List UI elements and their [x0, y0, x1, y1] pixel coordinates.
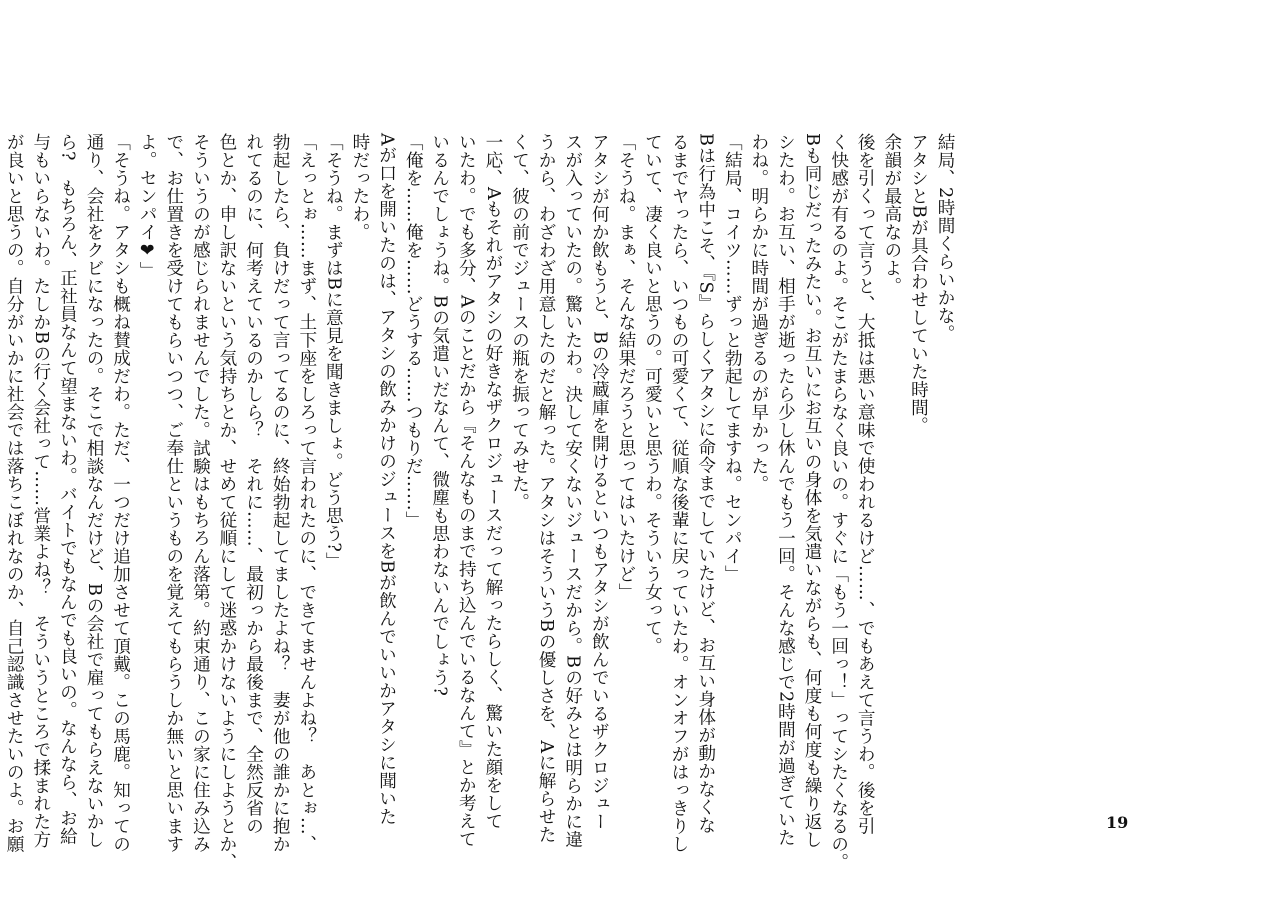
- text-line: 結局、2時間くらいかな。: [935, 133, 955, 343]
- text-line: いるんでしょうね。Bの気遣いだなんて、微塵も思わないんでしょう?: [429, 133, 450, 697]
- text-line: 「そうね。まずはBに意見を聞きましょ。どう思う?」: [323, 133, 344, 571]
- text-line: 「そうね。アタシも概ね賛成だわ。ただ、一つだけ追加させて頂戴。この馬鹿。知っての: [110, 133, 131, 853]
- text-line: 「そうね。まぁ、そんな結果だろうと思ってはいたけど」: [615, 133, 636, 601]
- text-line: そういうのが感じられませんでした。試験はもちろん落第。約束通り、この家に住み込み: [190, 133, 211, 853]
- text-line: 色とか、申し訳ないという気持ちとか、せめて従順にして迷惑かけないようにしようとか、: [216, 133, 237, 871]
- text-line: Aが口を開いたのは、アタシの飲みかけのジュースをBが飲んでいいかアタシに聞いた: [376, 133, 397, 826]
- text-line: 「えっとぉ……まず、土下座をしろって言われたのに、できてませんよね？ あとぉ…、: [296, 133, 317, 853]
- text-line: 通り、会社をクビになったの。そこで相談なんだけど、Bの会社で雇ってもらえないかし: [84, 133, 104, 849]
- vertical-text-body: [4, 133, 958, 871]
- text-line: 勃起したら、負けだって言ってるのに、終始勃起してましたよね？ 妻が他の誰かに抱か: [270, 133, 291, 853]
- text-line: 「俺を……俺を……どうする……つもりだ……」: [403, 133, 424, 529]
- text-line: れてるのに、何考えているのかしら？ それに……、最初っから最後まで、全然反省の: [243, 133, 264, 835]
- text-line: アタシが何か飲もうと、Bの冷蔵庫を開けるといつもアタシが飲んでいるザクロジュー: [589, 133, 610, 831]
- text-line: 「結局、コイツ……ずっと勃起してますね。センパイ」: [722, 133, 743, 583]
- text-line: 時だったわ。: [349, 133, 370, 241]
- text-line: Bも同じだったみたい。お互いにお互いの身体を気遣いながらも、何度も何度も繰り返し: [802, 133, 823, 849]
- text-line: ら? もちろん、正社員なんて望まないわ。バイトでもなんでも良いの。なんなら、お給: [57, 133, 78, 845]
- text-line: が良いと思うの。自分がいかに社会では落ちこぼれなのか、自己認識させたいのよ。お願: [4, 133, 25, 853]
- text-line: 与もいらないわ。たしかBの行く会社って……営業よね？ そういうところで揉まれた方: [30, 133, 51, 849]
- text-line: るまでヤったら、いつもの可愛くて、従順な後輩に戻っていたわ。オンオフがはっきりし: [669, 133, 690, 853]
- text-line: わね。明らかに時間が過ぎるのが早かった。: [748, 133, 769, 493]
- text-line: うから、わざわざ用意したのだと解った。アタシはそういうBの優しさを、Aに解らせた: [536, 133, 557, 844]
- text-line: アタシとBが具合わせしていた時間。: [908, 133, 929, 435]
- text-line: 一応、Aもそれがアタシの好きなザクロジュースだって解ったらしく、驚いた顔をして: [482, 133, 503, 831]
- text-line: よ。センパイ❤」: [137, 133, 158, 280]
- text-line: スが入っていたの。驚いたわ。決して安くないジュースだから。Bの好みとは明らかに違: [562, 133, 583, 849]
- text-line: くて、彼の前でジュースの瓶を振ってみせた。: [509, 133, 530, 511]
- text-line: 余韻が最高なのよ。: [881, 133, 902, 295]
- text-line: 後を引くって言うと、大抵は悪い意味で使われるけど……、でもあえて言うわ。後を引: [855, 133, 876, 835]
- text-line: で、お仕置きを受けてもらいつつ、ご奉仕というものを覚えてもらうしか無いと思います: [163, 133, 184, 853]
- text-line: く快感が有るのよ。そこがたまらなく良いの。すぐに「もう一回っ！」ってシたくなるの。: [828, 133, 849, 871]
- text-line: いたわ。でも多分、Aのことだから『そんなものまで持ち込んでいるなんて』とか考えて: [456, 133, 477, 849]
- text-line: シたわ。お互い、相手が逝ったら少し休んでもう一回。そんな感じで2時間が過ぎていた: [775, 133, 796, 847]
- text-line: ていて、凄く良いと思うの。可愛いと思うわ。そういう女って。: [642, 133, 663, 655]
- text-line: Bは行為中こそ、『S』らしくアタシに命令までしていたけど、お互い身体が動かなくな: [695, 133, 716, 834]
- page-number: 19: [1106, 813, 1129, 832]
